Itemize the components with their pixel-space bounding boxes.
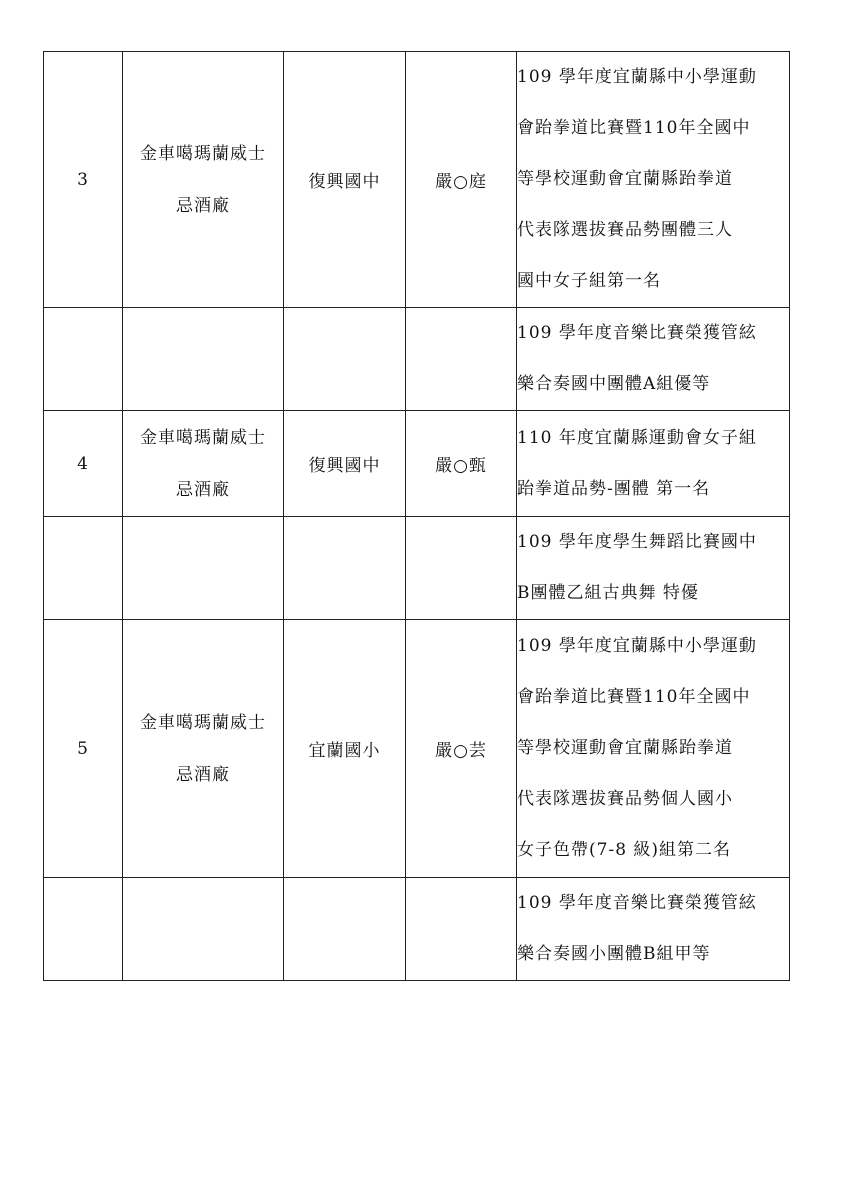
sponsor-line: 忌酒廠: [176, 479, 230, 500]
awards-table: [43, 51, 790, 981]
award-line: 110 年度宜蘭縣運動會女子組: [517, 427, 757, 448]
sponsor-line: 金車噶瑪蘭威士: [140, 712, 266, 733]
student-name-cell: [406, 308, 517, 411]
award-line: 會跆拳道比賽暨110年全國中: [517, 118, 751, 138]
school-cell: [284, 517, 406, 620]
table-row: [44, 52, 790, 308]
sponsor-cell: [123, 308, 284, 411]
sponsor-line: 忌酒廠: [176, 764, 230, 785]
award-line: 樂合奏國中團體A組優等: [517, 374, 711, 394]
sponsor-cell: [123, 411, 284, 517]
award-line: 等學校運動會宜蘭縣跆拳道: [517, 169, 733, 189]
row-number: 4: [44, 411, 123, 517]
award-line: 代表隊選拔賽品勢個人國小: [517, 789, 733, 809]
table-row: [44, 878, 790, 981]
award-line: B團體乙組古典舞 特優: [517, 583, 699, 603]
student-name-cell: [406, 878, 517, 981]
table-row: [44, 308, 790, 411]
student-name-cell: 嚴○庭: [406, 52, 517, 308]
table-row: [44, 517, 790, 620]
sponsor-cell: [123, 620, 284, 878]
award-cell: [517, 878, 790, 981]
sponsor-line: 金車噶瑪蘭威士: [140, 427, 266, 448]
sponsor-line: 金車噶瑪蘭威士: [140, 143, 266, 164]
award-line: 女子色帶(7-8 級)組第二名: [517, 840, 732, 860]
award-line: 109 學年度宜蘭縣中小學運動: [517, 636, 757, 656]
award-line: 國中女子組第一名: [517, 271, 661, 291]
school-cell: [284, 878, 406, 981]
award-line: 代表隊選拔賽品勢團體三人: [517, 220, 733, 240]
sponsor-cell: [123, 52, 284, 308]
school-cell: [284, 308, 406, 411]
row-number: [44, 878, 123, 981]
award-line: 樂合奏國小團體B組甲等: [517, 944, 711, 964]
award-cell: [517, 411, 790, 517]
award-line: 109 學年度音樂比賽榮獲管絃: [517, 323, 757, 343]
student-name-cell: 嚴○甄: [406, 411, 517, 517]
award-line: 109 學年度宜蘭縣中小學運動: [517, 67, 757, 87]
award-line: 109 學年度學生舞蹈比賽國中: [517, 532, 757, 552]
table-row: [44, 620, 790, 878]
table-row: [44, 411, 790, 517]
sponsor-cell: [123, 878, 284, 981]
row-number: 3: [44, 52, 123, 308]
award-cell: [517, 620, 790, 878]
sponsor-cell: [123, 517, 284, 620]
student-name-cell: 嚴○芸: [406, 620, 517, 878]
sponsor-line: 忌酒廠: [176, 195, 230, 216]
award-line: 跆拳道品勢-團體 第一名: [517, 478, 711, 499]
award-cell: [517, 517, 790, 620]
award-cell: [517, 52, 790, 308]
row-number: [44, 308, 123, 411]
school-cell: 復興國中: [284, 52, 406, 308]
school-cell: 復興國中: [284, 411, 406, 517]
school-cell: 宜蘭國小: [284, 620, 406, 878]
row-number: [44, 517, 123, 620]
row-number: 5: [44, 620, 123, 878]
student-name-cell: [406, 517, 517, 620]
award-line: 會跆拳道比賽暨110年全國中: [517, 687, 751, 707]
award-cell: [517, 308, 790, 411]
award-line: 109 學年度音樂比賽榮獲管絃: [517, 893, 757, 913]
award-line: 等學校運動會宜蘭縣跆拳道: [517, 738, 733, 758]
